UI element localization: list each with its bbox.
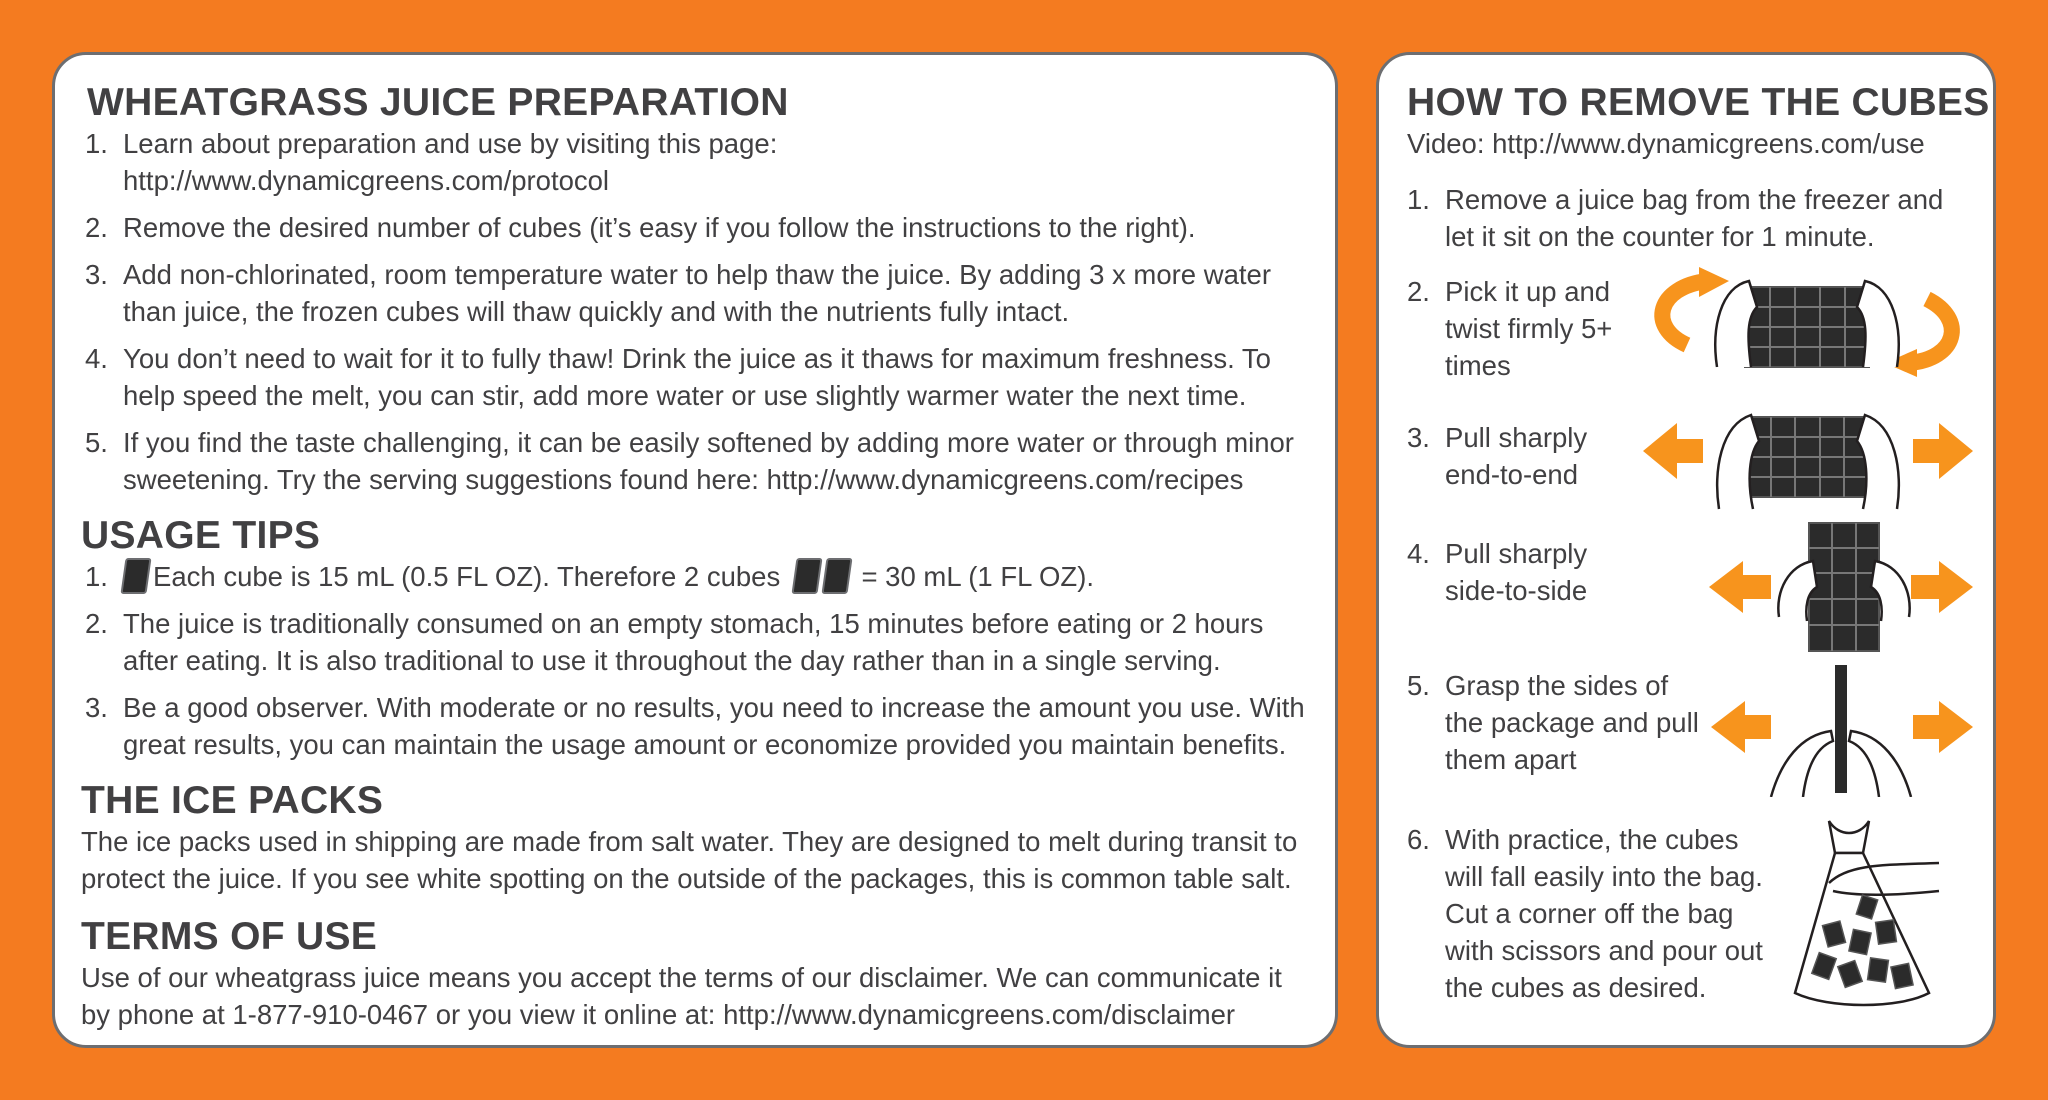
disclaimer-link[interactable]: by phone at 1-877-910-0467 or you view it online at: http://www.dynamicgreens.com/disclaimer xyxy=(81,999,1236,1030)
prep-item-1: 1. Learn about preparation and use by visiting this page: http://www.dynamicgreens.com/protocol xyxy=(85,128,778,196)
video-link[interactable]: Video: http://www.dynamicgreens.com/use xyxy=(1407,128,1925,159)
prep-item-2: 2. Remove the desired number of cubes (it’s easy if you follow the instructions to the right). xyxy=(85,212,1196,243)
hand-icon xyxy=(1771,731,1833,797)
remove-cubes-panel xyxy=(1376,52,1996,1048)
left-arrow-icon xyxy=(1711,701,1771,753)
remove-step-3: 3. Pull sharply end-to-end xyxy=(1407,422,1588,490)
preparation-heading: WHEATGRASS JUICE PREPARATION xyxy=(87,81,789,124)
remove-step-1: 1. Remove a juice bag from the freezer and let it sit on the counter for 1 minute. xyxy=(1407,184,1944,252)
juice-cube-icon xyxy=(791,558,822,594)
remove-step-2: 2. Pick it up and twist firmly 5+ times xyxy=(1407,276,1613,381)
protocol-link[interactable]: http://www.dynamicgreens.com/protocol xyxy=(123,165,610,196)
cubes-in-bag-illustration xyxy=(1789,813,1949,1013)
usage-list xyxy=(81,558,1309,763)
juice-cube-icon xyxy=(821,558,852,594)
usage-heading: USAGE TIPS xyxy=(81,514,321,557)
remove-step-5: 5. Grasp the sides of the package and pull them apart xyxy=(1407,670,1699,775)
ice-packs-heading: THE ICE PACKS xyxy=(81,779,384,822)
preparation-list xyxy=(81,125,1309,498)
usage-item-1: 1. Each cube is 15 mL (0.5 FL OZ). Therefore 2 cubes = 30 mL (1 FL OZ). xyxy=(85,558,1309,595)
preparation-panel xyxy=(52,52,1338,1048)
twist-bag-illustration xyxy=(1647,267,1967,377)
remove-step-4: 4. Pull sharply side-to-side xyxy=(1407,538,1588,606)
ice-packs-text: The ice packs used in shipping are made from salt water. They are designed to melt during transit to protect the juice. If you see white spotting on the outside of the packages, this is common table salt. xyxy=(81,826,1298,894)
grasp-sides-illustration xyxy=(1711,661,1973,797)
prep-item-3: 3. Add non-chlorinated, room temperature water to help thaw the juice. By adding 3 x more water than juice, the frozen cubes will thaw quickly and with the nutrients fully intact. xyxy=(85,259,1271,327)
left-arrow-icon xyxy=(1643,423,1703,479)
recipes-link[interactable]: sweetening. Try the serving suggestions found here: http://www.dynamicgreens.com/recipes xyxy=(123,464,1244,495)
remove-cubes-heading: HOW TO REMOVE THE CUBES xyxy=(1407,81,1990,124)
prep-item-4: 4. You don’t need to wait for it to fully thaw! Drink the juice as it thaws for maximum freshness. To help speed the melt, you can stir, add more water or use slightly warmer water the next time. xyxy=(85,343,1271,411)
right-arrow-icon xyxy=(1913,423,1973,479)
prep-item-5: 5. If you find the taste challenging, it can be easily softened by adding more water or through minor sweetening. Try the serving suggestions found here: http://www.dynamicgreens.com/recipes xyxy=(85,427,1294,495)
right-arrow-icon xyxy=(1911,561,1973,613)
left-arrow-icon xyxy=(1709,561,1771,613)
pull-end-to-end-illustration xyxy=(1643,401,1973,511)
pull-side-to-side-illustration xyxy=(1709,521,1973,655)
usage-item-3: 3. Be a good observer. With moderate or no results, you need to increase the amount you use. With great results, you can maintain the usage amount or economize provided you maintain benefits. xyxy=(85,692,1305,760)
juice-cube-icon xyxy=(120,558,151,594)
terms-heading: TERMS OF USE xyxy=(81,915,378,958)
right-arrow-icon xyxy=(1913,701,1973,753)
usage-item-2: 2. The juice is traditionally consumed on an empty stomach, 15 minutes before eating or 2 hours after eating. It is also traditional to use it throughout the day rather than in a single serving. xyxy=(85,608,1264,676)
terms-text: Use of our wheatgrass juice means you accept the terms of our disclaimer. We can communicate it by phone at 1-877-910-0467 or you view it online at: http://www.dynamicgreens.com/disclaimer xyxy=(81,962,1282,1030)
hand-icon xyxy=(1849,731,1911,797)
remove-step-6: 6. With practice, the cubes will fall easily into the bag. Cut a corner off the bag with scissors and pour out the cubes as desired. xyxy=(1407,824,1763,1003)
